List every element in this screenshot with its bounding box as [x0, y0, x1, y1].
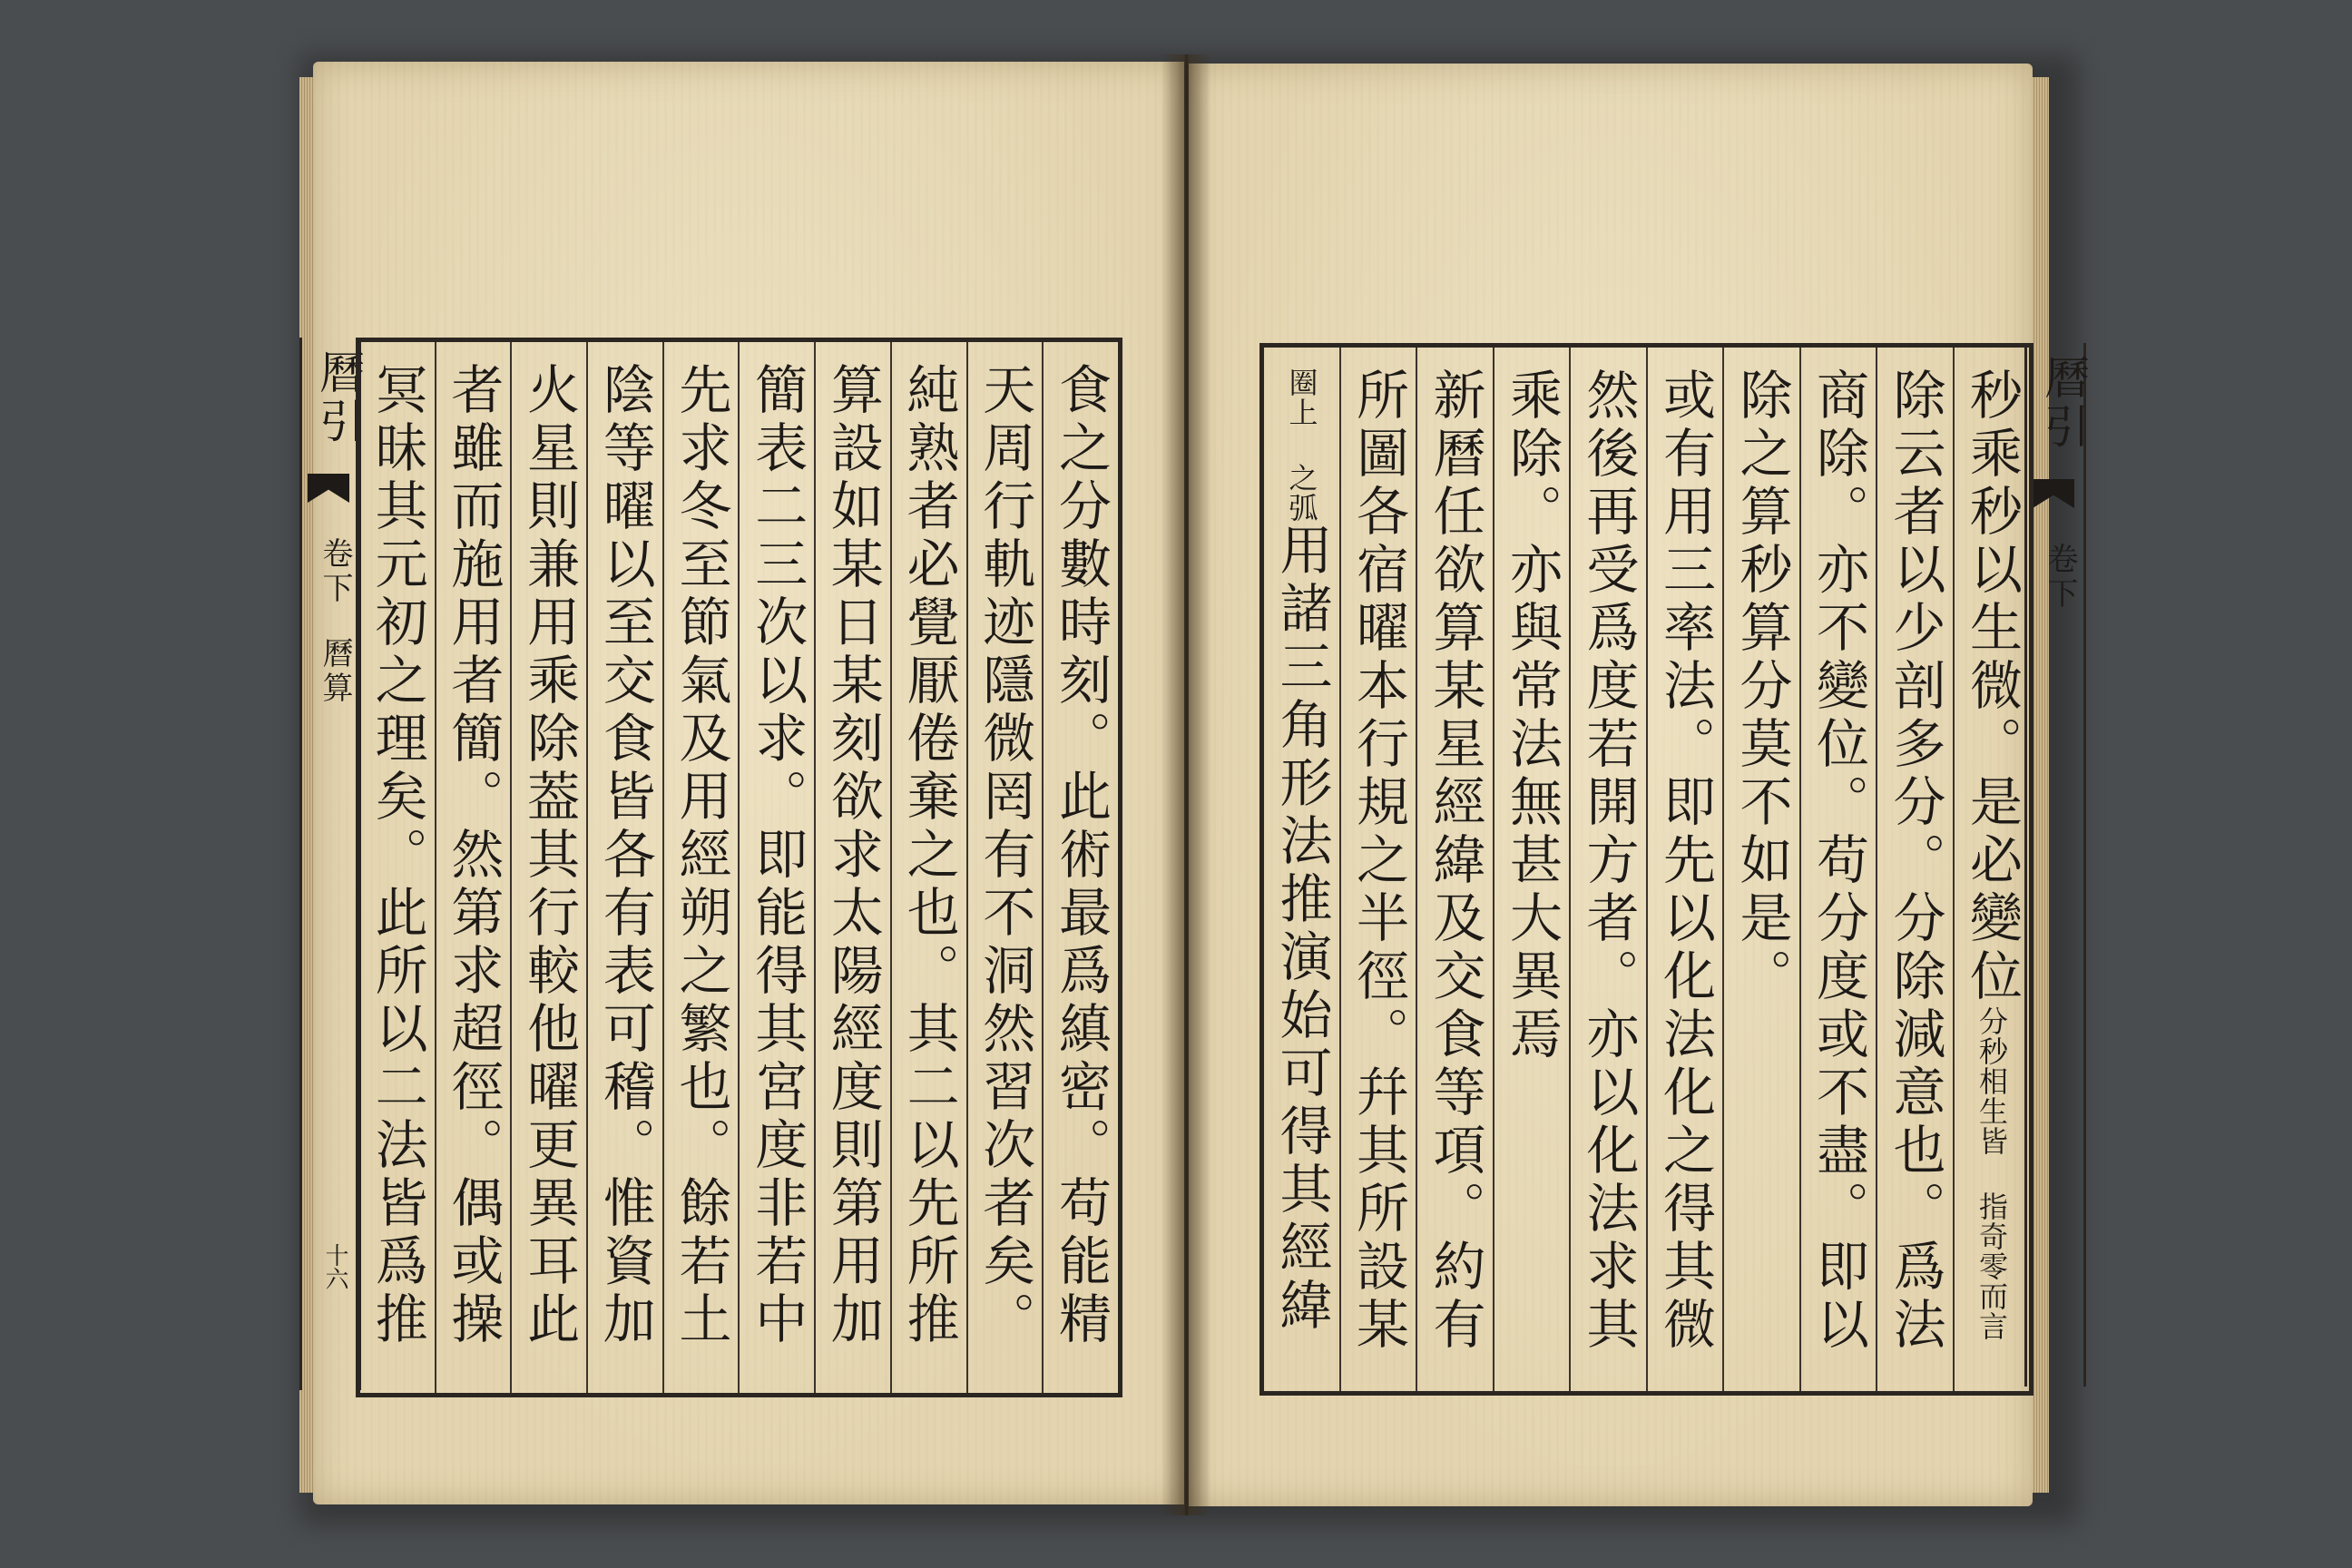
fishtail-mark-right [2033, 479, 2074, 508]
column-text: 乘除。亦與常法無甚大異焉 [1501, 368, 1563, 1064]
left-page-spine-label [299, 338, 365, 1390]
section-label: 曆算 [317, 637, 353, 706]
column-text: 商除。亦不變位。苟分度或不盡。即以 [1808, 368, 1869, 1355]
right-text-column [1876, 348, 1953, 1391]
column-text: 所圖各宿曜本行規之半徑。幷其所設某 [1348, 368, 1409, 1355]
left-page-text-frame [356, 338, 1122, 1397]
left-text-column: 簡表二三次以求。即能得其宮度非若中 [738, 342, 814, 1393]
column-text: 除云者以少剖多分。分除減意也。爲法 [1884, 368, 1946, 1355]
column-text: 然後再受爲度若開方者。亦以化法求其 [1577, 368, 1640, 1355]
left-text-column: 天周行軌迹隱微罔有不洞然習次者矣。 [966, 342, 1043, 1393]
book-gutter [1161, 54, 1211, 1515]
left-text-column: 火星則兼用乘除葢其行較他曜更異耳此 [510, 342, 586, 1393]
left-text-column: 者雖而施用者簡。然第求超徑。偶或操 [435, 342, 511, 1393]
left-text-column: 算設如某日某刻欲求太陽經度則第用加 [814, 342, 890, 1393]
book-title-right: 曆引 [2037, 354, 2090, 452]
left-text-column: 冥昧其元初之理矣。此所以二法皆爲推 [366, 362, 428, 1349]
right-text-column [1339, 348, 1416, 1391]
right-text-column [1493, 348, 1570, 1391]
book-title: 曆引 [312, 348, 365, 446]
right-text-column [1646, 348, 1723, 1391]
right-text-column [1569, 348, 1646, 1391]
left-text-column: 純熟者必覺厭倦棄之也。其二以先所推 [890, 342, 966, 1393]
right-page-spine-label [2024, 343, 2090, 1387]
interlinear-note: 圈上 之弧 [1284, 368, 1319, 523]
right-text-column [1722, 348, 1799, 1391]
column-text: 秒乘秒以生微。是必變位 [1961, 368, 2023, 1006]
chapter-label: 卷下 [317, 537, 353, 606]
column-text: 或有用三率法。即先以化法化之得其微 [1654, 368, 1716, 1355]
column-text: 用諸三角形法推演始可得其經緯 [1270, 523, 1333, 1336]
left-text-column: 陰等曜以至交食皆各有表可稽。惟資加 [586, 342, 662, 1393]
page-number: 十六 [321, 1243, 348, 1290]
interlinear-note: 分秒相生皆 指奇零而言 [1975, 1006, 2009, 1341]
right-text-column [1264, 348, 1339, 1391]
right-text-column [1799, 348, 1877, 1391]
right-page-text-frame [1259, 343, 2034, 1396]
left-text-column: 先求冬至節氣及用經朔之繁也。餘若土 [662, 342, 739, 1393]
right-text-column [1953, 348, 2030, 1391]
column-text: 除之算秒算分莫不如是。 [1730, 368, 1793, 1006]
column-text: 新曆任欲算某星經緯及交食等項。約有 [1424, 368, 1486, 1355]
chapter-label-right: 卷下 [2042, 543, 2078, 612]
left-text-column: 食之分數時刻。此術最爲縝密。苟能精 [1042, 342, 1118, 1393]
right-text-column [1416, 348, 1493, 1391]
fishtail-mark [308, 474, 349, 503]
